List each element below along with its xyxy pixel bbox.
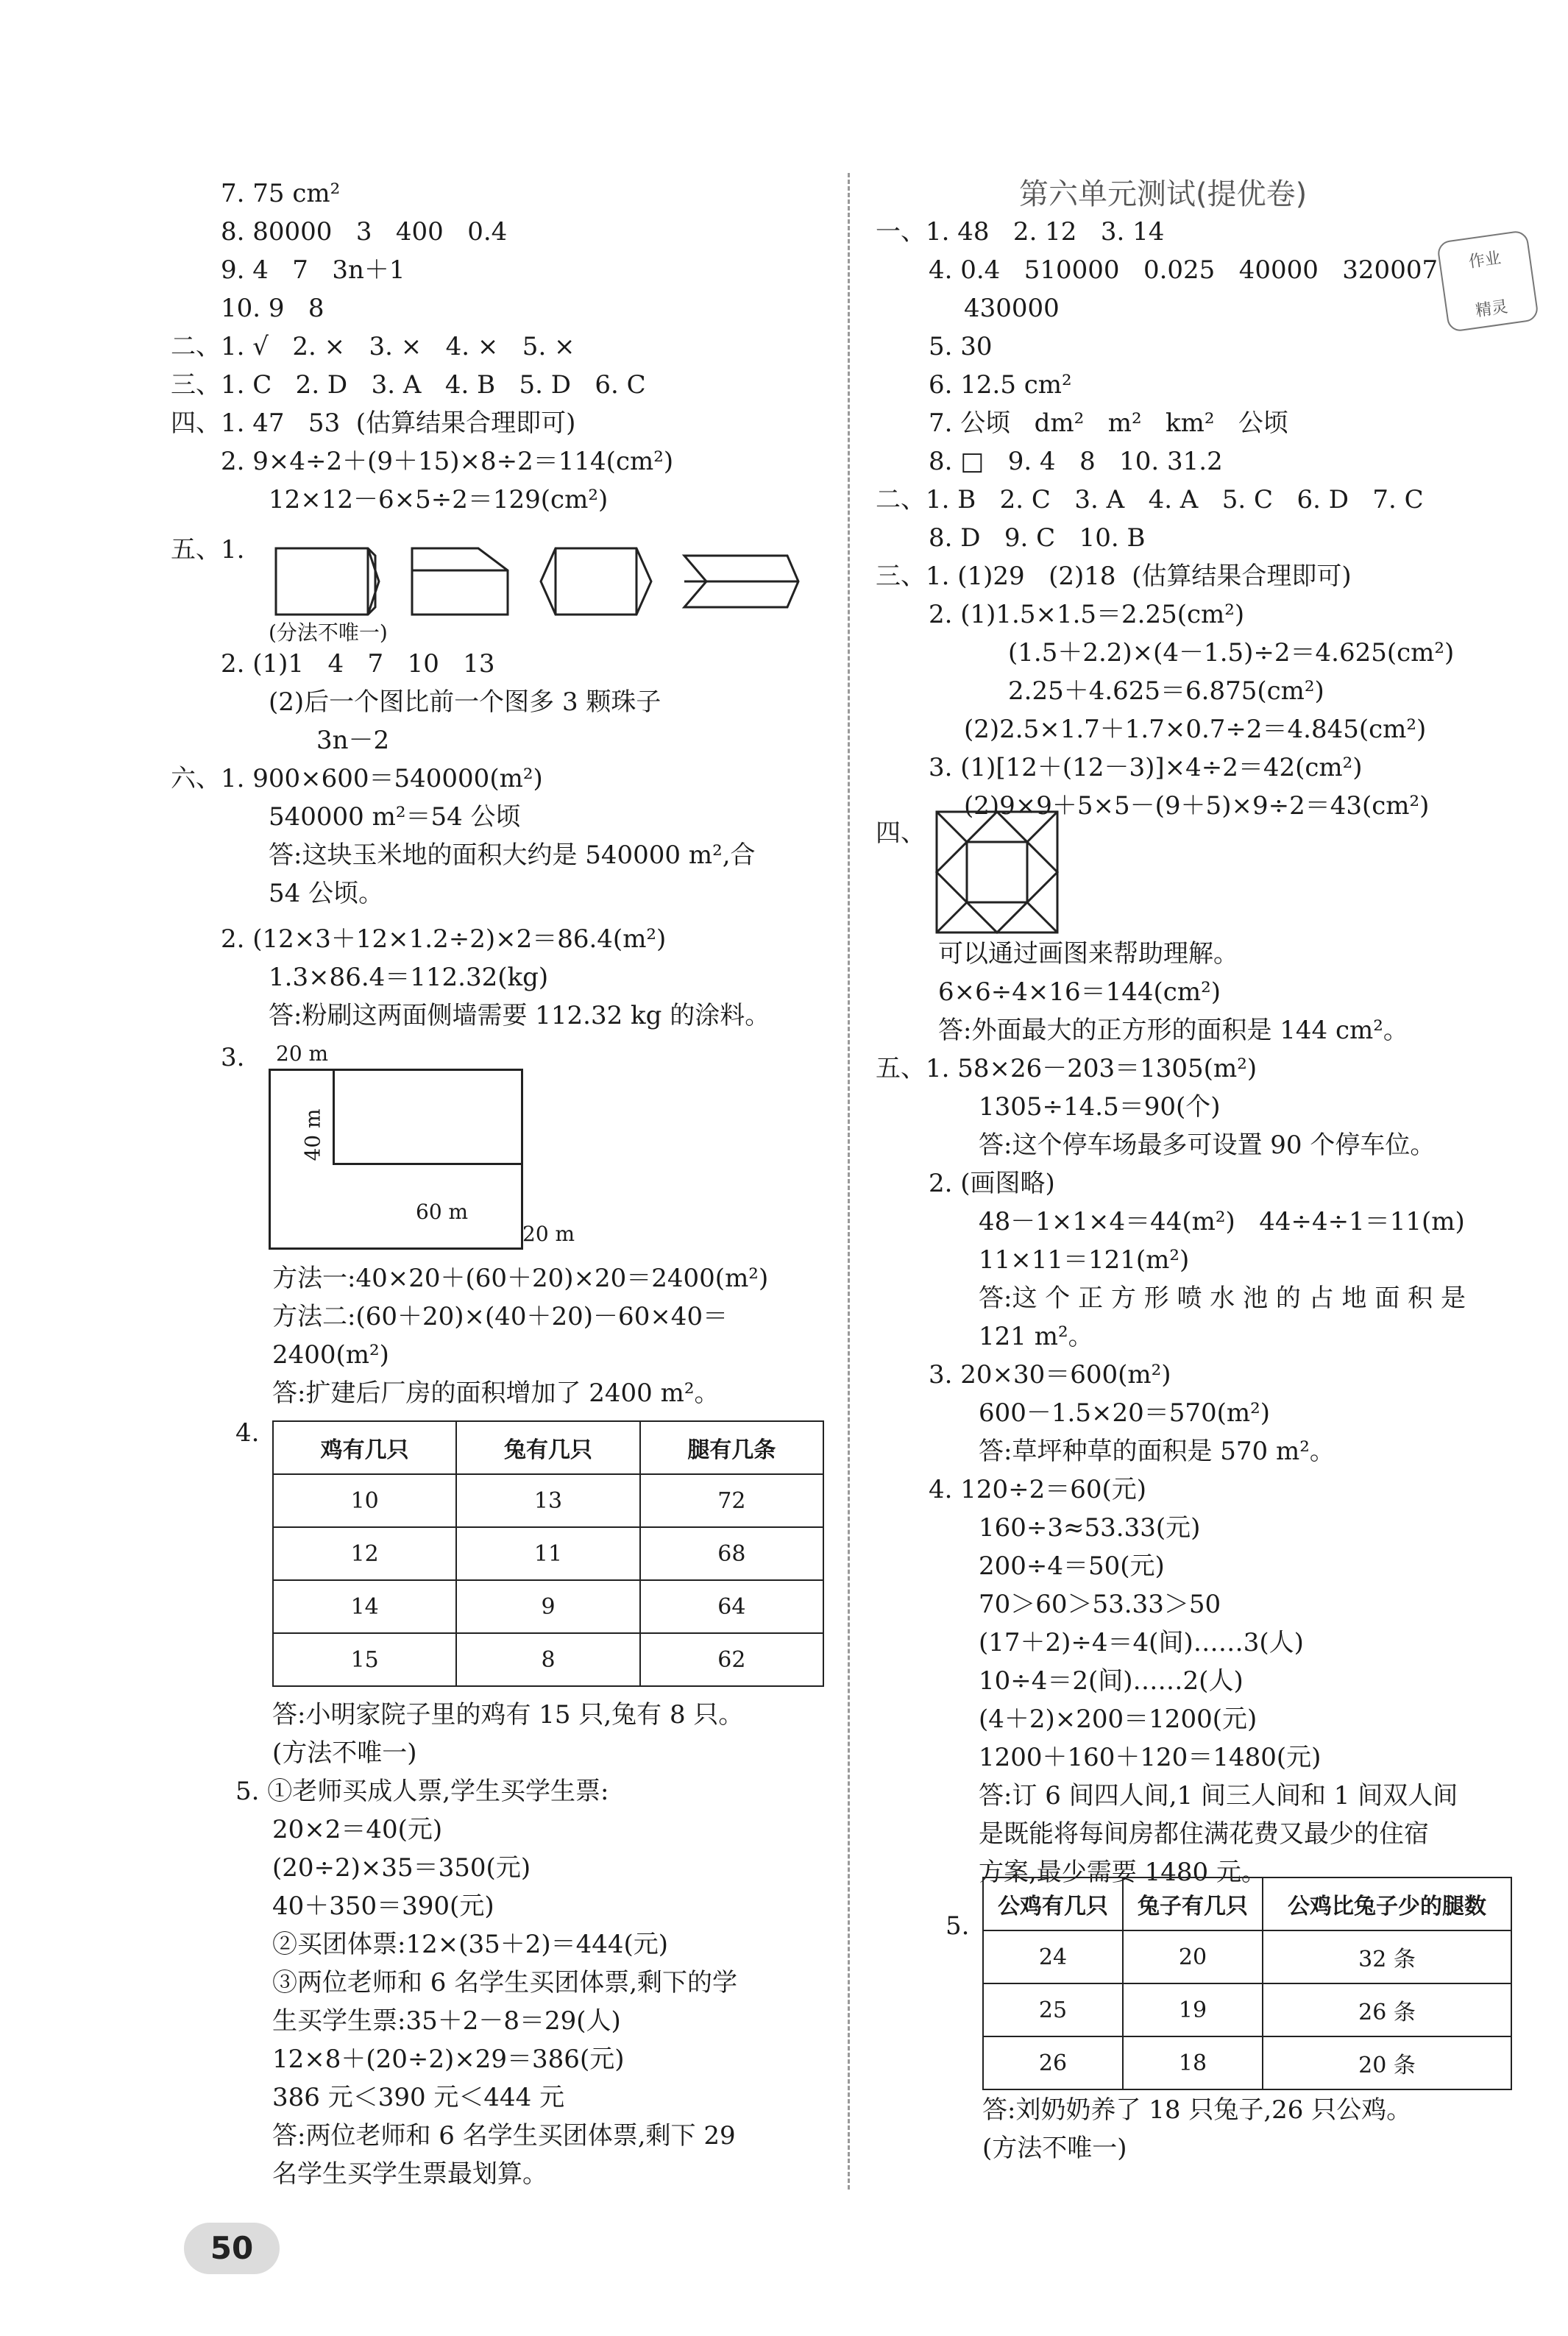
answer-line: 六、1. 900×600＝540000(m²) (171, 764, 543, 793)
answer-line: 5. 30 (929, 332, 993, 361)
answer-line: 12×12－6×5÷2＝129(cm²) (269, 485, 609, 514)
nested-square-figure (934, 810, 1060, 935)
answer-line: 160÷3≈53.33(元) (979, 1513, 1201, 1543)
answer-line: 3. 20×30＝600(m²) (929, 1360, 1171, 1390)
answer-line: (方法不唯一) (982, 2134, 1127, 2163)
answer-line: 1305÷14.5＝90(个) (979, 1092, 1221, 1122)
answer-line: 9. 4 7 3n＋1 (221, 255, 405, 285)
answer-line: 4. 0.4 510000 0.025 40000 320007 (929, 255, 1438, 285)
answer-line: 二、1. B 2. C 3. A 4. A 5. C 6. D 7. C (876, 485, 1424, 514)
answer-line: 可以通过画图来帮助理解。 (938, 939, 1238, 969)
answer-line: 三、1. (1)29 (2)18 (估算结果合理即可) (876, 562, 1352, 591)
answer-line: 200÷4＝50(元) (979, 1551, 1165, 1581)
answer-line: 1.3×86.4＝112.32(kg) (269, 963, 549, 992)
answer-line: 5. ①老师买成人票,学生买学生票: (235, 1777, 609, 1806)
answer-line: 答:这 个 正 方 形 喷 水 池 的 占 地 面 积 是 (979, 1284, 1466, 1313)
answer-line: ②买团体票:12×(35＋2)＝444(元) (272, 1930, 669, 1959)
answer-line: 2400(m²) (272, 1340, 389, 1370)
answer-line: 20×2＝40(元) (272, 1815, 443, 1844)
answer-line: 方法二:(60＋20)×(40＋20)－60×40＝ (272, 1302, 728, 1331)
figure-2 (412, 548, 508, 615)
answer-line: 3. (1)[12＋(12－3)]×4÷2＝42(cm²) (929, 753, 1363, 782)
table-row: 15 8 62 (273, 1633, 823, 1686)
answer-line: 名学生买学生票最划算。 (272, 2159, 547, 2189)
answer-line: 8. 80000 3 400 0.4 (221, 217, 508, 247)
answer-line: (2)后一个图比前一个图多 3 颗珠子 (269, 687, 661, 717)
answer-line: (2)9×9＋5×5－(9＋5)×9÷2＝43(cm²) (964, 791, 1430, 821)
answer-line: 386 元＜390 元＜444 元 (272, 2083, 565, 2112)
answer-line: 答:外面最大的正方形的面积是 144 cm²。 (938, 1016, 1408, 1045)
answer-line: 五、1. 58×26－203＝1305(m²) (876, 1054, 1257, 1083)
answer-line: 6. 12.5 cm² (929, 370, 1072, 400)
table-row: 24 20 32 条 (983, 1930, 1511, 1983)
answer-line: 48－1×1×4＝44(m²) 44÷4÷1＝11(m) (979, 1207, 1465, 1236)
answer-line: 7. 75 cm² (221, 179, 341, 208)
answer-line: 1200＋160＋120＝1480(元) (979, 1743, 1322, 1772)
answer-line: 3. (221, 1043, 245, 1072)
table-header: 腿有几条 (640, 1421, 823, 1474)
table-header: 兔子有几只 (1123, 1877, 1263, 1930)
answer-line: 答:草坪种草的面积是 570 m²。 (979, 1437, 1335, 1466)
shape-division-figures (272, 541, 802, 622)
answer-line: 2. (1)1 4 7 10 13 (221, 649, 495, 679)
answer-line: 2. (1)1.5×1.5＝2.25(cm²) (929, 600, 1245, 629)
answer-line: 答:订 6 间四人间,1 间三人间和 1 间双人间 (979, 1781, 1458, 1811)
answer-line: 5. (946, 1911, 970, 1941)
stamp: 作业 精灵 (1436, 230, 1539, 333)
figure-3 (541, 548, 651, 615)
answer-line: 4. 120÷2＝60(元) (929, 1475, 1147, 1504)
answer-line: (方法不唯一) (272, 1738, 417, 1768)
label-60m: 60 m (416, 1200, 469, 1224)
figure-1 (276, 548, 375, 615)
factory-diagram (269, 1041, 578, 1259)
answer-line: 答:粉刷这两面侧墙需要 112.32 kg 的涂料。 (269, 1001, 770, 1030)
table-header: 公鸡有几只 (983, 1877, 1123, 1930)
answer-line: 11×11＝121(m²) (979, 1245, 1190, 1275)
table-header: 公鸡比兔子少的腿数 (1263, 1877, 1511, 1930)
answer-line: 121 m²。 (979, 1322, 1093, 1351)
table-row: 12 11 68 (273, 1527, 823, 1580)
answer-line: 430000 (964, 294, 1060, 323)
answer-line: 6×6÷4×16＝144(cm²) (938, 977, 1221, 1007)
answer-line: 答:小明家院子里的鸡有 15 只,兔有 8 只。 (272, 1700, 744, 1730)
answer-line: 三、1. C 2. D 3. A 4. B 5. D 6. C (171, 370, 646, 400)
answer-line: 8. □ 9. 4 8 10. 31.2 (929, 447, 1223, 476)
rooster-rabbit-table (982, 1877, 1512, 2090)
answer-line: 8. D 9. C 10. B (929, 523, 1146, 553)
answer-line: 2.25＋4.625＝6.875(cm²) (1008, 676, 1324, 706)
answer-line: 7. 公顷 dm² m² km² 公顷 (929, 408, 1288, 438)
answer-line: 是既能将每间房都住满花费又最少的住宿 (979, 1819, 1429, 1849)
label-top-20m: 20 m (276, 1041, 329, 1066)
answer-line: 600－1.5×20＝570(m²) (979, 1398, 1271, 1428)
column-divider (848, 173, 850, 2190)
answer-line: 答:这个停车场最多可设置 90 个停车位。 (979, 1130, 1436, 1160)
answer-line: 一、1. 48 2. 12 3. 14 (876, 217, 1165, 247)
answer-line: 70＞60＞53.33＞50 (979, 1590, 1221, 1619)
answer-line: (4＋2)×200＝1200(元) (979, 1705, 1257, 1734)
answer-line: 答:这块玉米地的面积大约是 540000 m²,合 (269, 840, 756, 870)
answer-line: ③两位老师和 6 名学生买团体票,剩下的学 (272, 1968, 738, 1997)
answer-line: 四、1. 47 53 (估算结果合理即可) (171, 408, 576, 438)
answer-line: 40＋350＝390(元) (272, 1891, 494, 1921)
answer-line: (分法不唯一) (269, 620, 388, 645)
answer-line: 答:扩建后厂房的面积增加了 2400 m²。 (272, 1378, 720, 1408)
table-row: 26 18 20 条 (983, 2036, 1511, 2089)
answer-line: 方法一:40×20＋(60＋20)×20＝2400(m²) (272, 1264, 769, 1293)
table-row: 10 13 72 (273, 1474, 823, 1527)
answer-line: 四、 (876, 818, 926, 848)
label-right-20m: 20 m (522, 1222, 575, 1246)
answer-line: 五、1. (171, 535, 245, 564)
answer-line: (2)2.5×1.7＋1.7×0.7÷2＝4.845(cm²) (964, 715, 1427, 744)
label-40m: 40 m (300, 1108, 325, 1161)
answer-line: 答:两位老师和 6 名学生买团体票,剩下 29 (272, 2121, 736, 2151)
answer-line: 2. (画图略) (929, 1169, 1055, 1198)
answer-line: 答:刘奶奶养了 18 只兔子,26 只公鸡。 (982, 2095, 1412, 2125)
answer-line: (20÷2)×35＝350(元) (272, 1853, 531, 1883)
table-header: 鸡有几只 (273, 1421, 456, 1474)
table-header: 兔有几只 (456, 1421, 639, 1474)
table-row: 25 19 26 条 (983, 1983, 1511, 2036)
answer-line: (1.5＋2.2)×(4－1.5)÷2＝4.625(cm²) (1008, 638, 1455, 668)
answer-line: 2. (12×3＋12×1.2÷2)×2＝86.4(m²) (221, 924, 667, 954)
answer-line: 方案,最少需要 1480 元。 (979, 1858, 1266, 1887)
page-number: 50 (184, 2223, 280, 2274)
answer-line: 12×8＋(20÷2)×29＝386(元) (272, 2045, 625, 2074)
answer-line: 生买学生票:35＋2－8＝29(人) (272, 2006, 621, 2036)
answer-line: 54 公顷。 (269, 879, 384, 908)
answer-line: 3n－2 (316, 726, 390, 755)
answer-line: (17＋2)÷4＝4(间)……3(人) (979, 1628, 1304, 1657)
answer-line: 10÷4＝2(间)……2(人) (979, 1666, 1244, 1696)
answer-line: 540000 m²＝54 公顷 (269, 802, 521, 832)
answer-line: 二、1. √ 2. × 3. × 4. × 5. × (171, 332, 575, 361)
section-title: 第六单元测试(提优卷) (1019, 177, 1308, 211)
table-row: 14 9 64 (273, 1580, 823, 1633)
answer-line: 4. (235, 1418, 260, 1448)
answer-line: 2. 9×4÷2＋(9＋15)×8÷2＝114(cm²) (221, 447, 674, 476)
chicken-rabbit-table (272, 1420, 824, 1687)
answer-line: 10. 9 8 (221, 294, 324, 323)
